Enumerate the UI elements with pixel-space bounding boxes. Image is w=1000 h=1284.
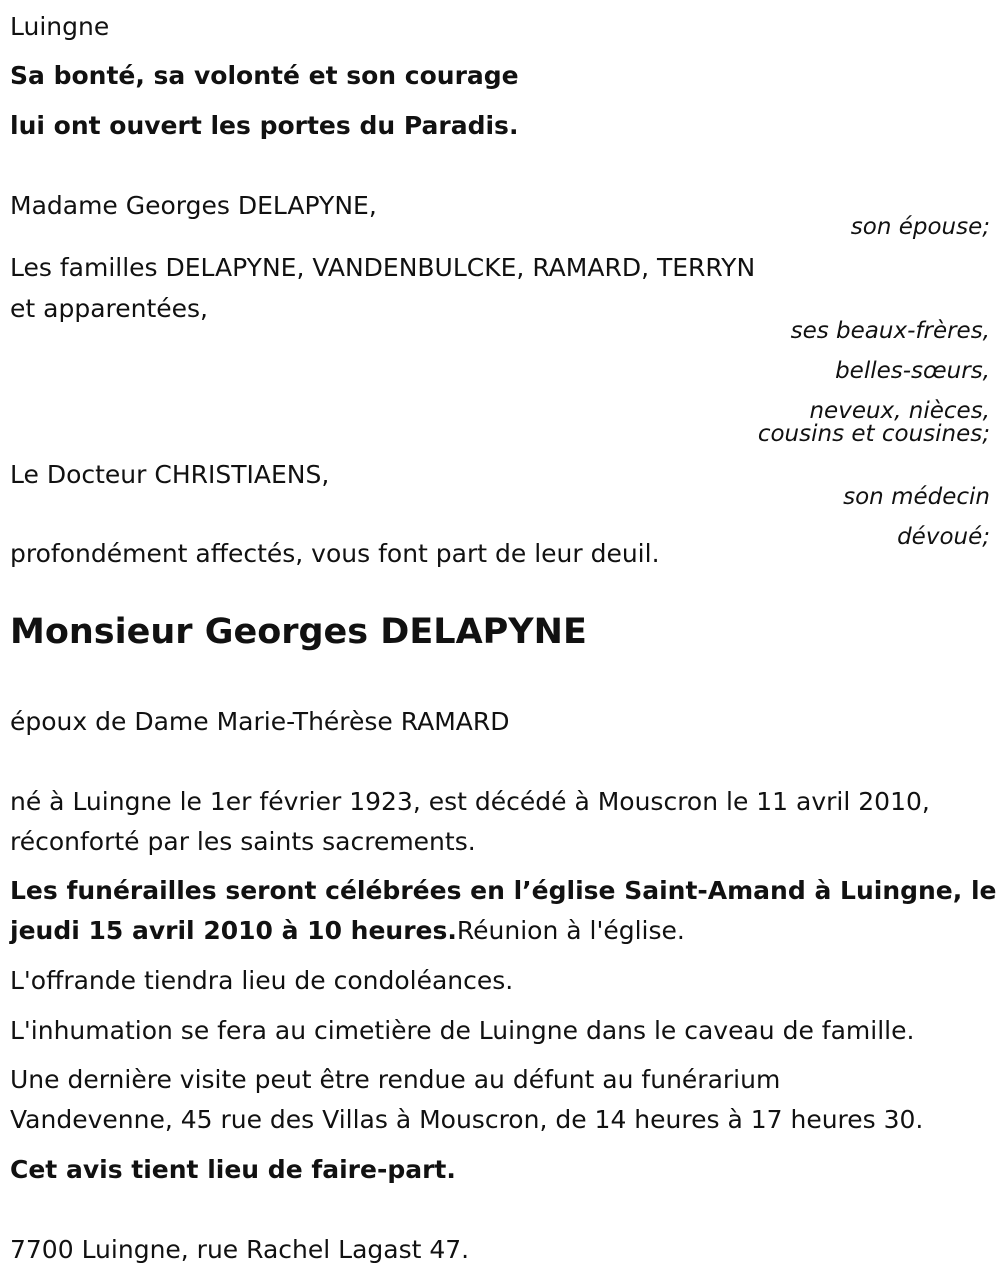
epitaph-line: Sa bonté, sa volonté et son courage — [10, 61, 519, 90]
visit-line: Vandevenne, 45 rue des Villas à Mouscron, de 14 heures à 17 heures 30. — [10, 1105, 924, 1134]
burial-line: L'inhumation se fera au cimetière de Luingne dans le caveau de famille. — [10, 1016, 915, 1045]
mourner-relation: cousins et cousines; — [757, 421, 990, 447]
announcement: profondément affectés, vous font part de leur deuil. — [10, 539, 660, 568]
spouse-line: époux de Dame Marie-Thérèse RAMARD — [10, 707, 510, 736]
mourner-relation: neveux, nièces, — [809, 398, 990, 424]
mourner-name: Madame Georges DELAPYNE, — [10, 191, 377, 220]
funeral-date: jeudi 15 avril 2010 à 10 heures. — [10, 916, 457, 945]
funeral-line — [10, 918, 685, 943]
mourner-relation: son médecin — [843, 484, 990, 510]
mourner-relation: ses beaux-frères, — [790, 318, 990, 344]
epitaph-line: lui ont ouvert les portes du Paradis. — [10, 111, 519, 140]
visit-line: Une dernière visite peut être rendue au défunt au funérarium — [10, 1065, 781, 1094]
offering-line: L'offrande tiendra lieu de condoléances. — [10, 966, 514, 995]
mourner-relation: son épouse; — [850, 214, 990, 240]
place-heading: Luingne — [10, 12, 110, 41]
deceased-name: Monsieur Georges DELAPYNE — [10, 612, 587, 652]
birth-death-line: né à Luingne le 1er février 1923, est décédé à Mouscron le 11 avril 2010, — [10, 787, 930, 816]
mourner-relation: belles-sœurs, — [835, 358, 990, 384]
notice-statement: Cet avis tient lieu de faire-part. — [10, 1155, 456, 1184]
address-line: 7700 Luingne, rue Rachel Lagast 47. — [10, 1235, 470, 1264]
mourner-name: Les familles DELAPYNE, VANDENBULCKE, RAMARD, TERRYN — [10, 253, 756, 282]
mourner-name: et apparentées, — [10, 294, 208, 323]
funeral-line: Les funérailles seront célébrées en l’église Saint-Amand à Luingne, le — [10, 876, 997, 905]
birth-death-line: réconforté par les saints sacrements. — [10, 827, 476, 856]
funeral-meeting: Réunion à l'église. — [456, 916, 685, 945]
mourner-relation: dévoué; — [897, 524, 990, 550]
mourner-name: Le Docteur CHRISTIAENS, — [10, 460, 330, 489]
